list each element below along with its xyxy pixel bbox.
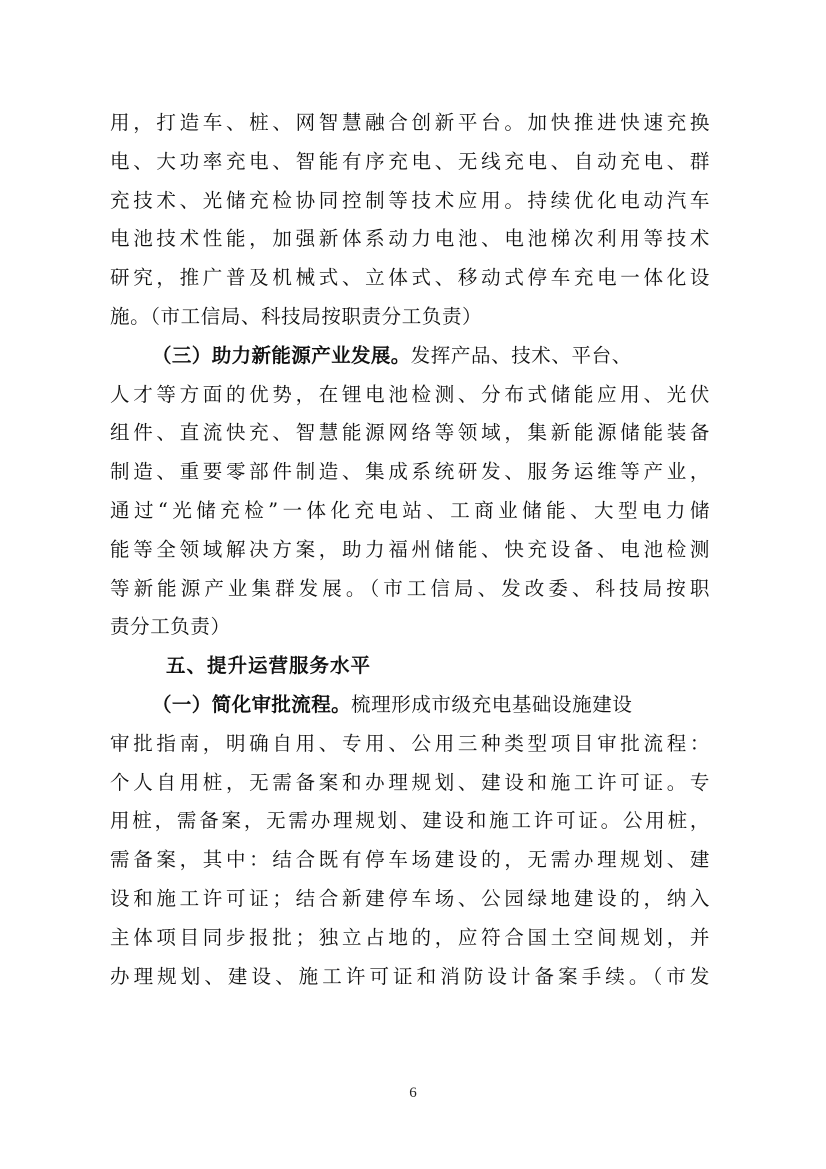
paragraph-line: 需备案，其中：结合既有停车场建设的，无需办理规划、建 (110, 848, 710, 872)
subsection-first-line (110, 337, 710, 376)
paragraph-line: 制造、重要零部件制造、集成系统研发、服务运维等产业， (110, 460, 710, 484)
section-heading: 五、提升运营服务水平 (166, 654, 372, 678)
paragraph-line: 个人自用桩，无需备案和办理规划、建设和施工许可证。专 (110, 770, 710, 794)
document-body (110, 104, 710, 996)
paragraph-line: 办理规划、建设、施工许可证和消防设计备案手续。（市发 (110, 964, 710, 988)
paragraph-line: 设和施工许可证；结合新建停车场、公园绿地建设的，纳入 (110, 886, 710, 910)
paragraph-line: 主体项目同步报批；独立占地的，应符合国土空间规划，并 (110, 925, 710, 949)
subsection-title: （三）助力新能源产业发展。 (152, 343, 411, 367)
page-number: 6 (409, 1085, 417, 1101)
paragraph-line: 等新能源产业集群发展。（市工信局、发改委、科技局按职 (110, 576, 710, 600)
paragraph-line: 责分工负责） (110, 615, 231, 639)
paragraph-line: 研究，推广普及机械式、立体式、移动式停车充电一体化设 (110, 266, 710, 290)
paragraph-line: 能等全领域解决方案，助力福州储能、快充设备、电池检测 (110, 537, 710, 561)
paragraph-line: 充技术、光储充检协同控制等技术应用。持续优化电动汽车 (110, 188, 710, 212)
paragraph-line: 人才等方面的优势，在锂电池检测、分布式储能应用、光伏 (110, 382, 710, 406)
paragraph-line: 用，打造车、桩、网智慧融合创新平台。加快推进快速充换 (110, 111, 710, 134)
paragraph-line: 电、大功率充电、智能有序充电、无线充电、自动充电、群 (110, 149, 710, 173)
paragraph-line: 审批指南，明确自用、专用、公用三种类型项目审批流程： (110, 731, 710, 755)
paragraph-line: 用桩，需备案，无需办理规划、建设和施工许可证。公用桩， (110, 809, 710, 833)
paragraph-line: 施。（市工信局、科技局按职责分工负责） (110, 304, 483, 328)
subsection-first-line (110, 686, 710, 725)
paragraph-line: 通过“光储充检”一体化充电站、工商业储能、大型电力储 (110, 498, 710, 522)
subsection-title: （一）简化审批流程。 (152, 692, 352, 716)
paragraph-text: 发挥产品、技术、平台、 (410, 343, 632, 367)
paragraph-line: 电池技术性能，加强新体系动力电池、电池梯次利用等技术 (110, 227, 710, 251)
paragraph-text: 梳理形成市级充电基础设施建设 (351, 692, 633, 716)
paragraph-line: 组件、直流快充、智慧能源网络等领域，集新能源储能装备 (110, 421, 710, 445)
